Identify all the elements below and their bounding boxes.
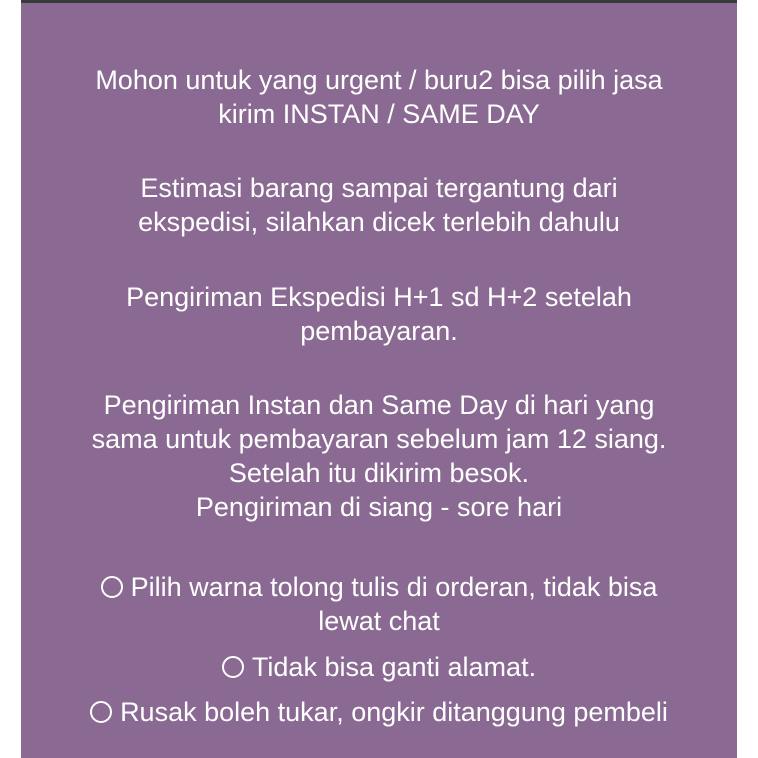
paragraph-line: sama untuk pembayaran sebelum jam 12 siang. [91,424,667,454]
bullet-text: Pilih warna tolong tulis di orderan, tidak bisa [130,572,658,602]
bullet-line [21,650,737,684]
circle-outline-icon [90,701,112,723]
paragraph-line: ekspedisi, silahkan dicek terlebih dahulu [138,207,620,237]
paragraph-line: Pengiriman Instan dan Same Day di hari yang [103,390,655,420]
paragraph-line: Estimasi barang sampai tergantung dari [140,173,618,203]
paragraph-line: Setelah itu dikirim besok. [228,458,530,488]
bullet-text: Rusak boleh tukar, ongkir ditanggung pembeli [120,697,668,727]
paragraph-ekspedisi [21,280,737,348]
paragraph-line: Mohon untuk yang urgent / buru2 bisa pilih jasa [95,65,663,95]
paragraph-line: kirim INSTAN / SAME DAY [218,99,540,129]
bullet-text: Tidak bisa ganti alamat. [251,652,537,682]
paragraph-urgent [21,63,737,131]
bullet-item-alamat [21,650,737,684]
paragraph-instan [21,388,737,524]
paragraph-line: Pengiriman di siang - sore hari [195,492,563,522]
circle-outline-icon [222,656,244,678]
bullet-line [21,570,737,604]
circle-outline-icon [101,576,123,598]
bullet-text: lewat chat [318,606,440,636]
bullet-item-warna [21,570,737,638]
paragraph-line: Pengiriman Ekspedisi H+1 sd H+2 setelah [126,282,632,312]
paragraph-estimasi [21,171,737,239]
bullet-line [21,695,737,729]
bullet-item-rusak [21,695,737,729]
notice-panel [21,3,737,758]
paragraph-line: pembayaran. [300,316,458,346]
